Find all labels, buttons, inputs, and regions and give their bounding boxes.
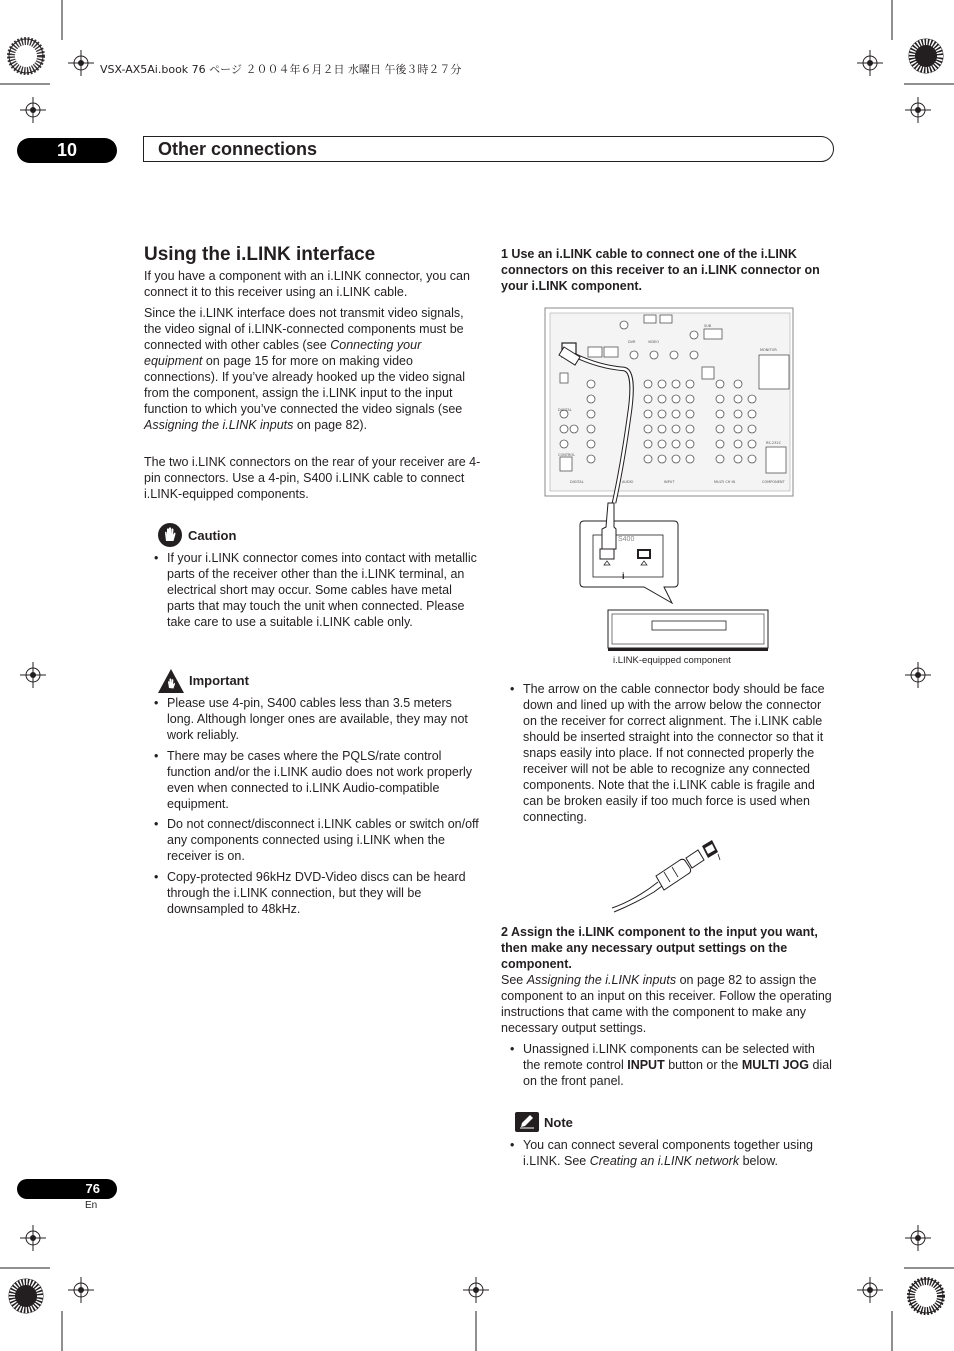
caution-bullet: • If your i.LINK connector comes into contact with metallic parts of the receiver other than the i.LINK terminal, an electrical short may occur. Some cables have metal parts that may touch the unit when connected. Please take care to use a suitable i.LINK cable only. — [154, 551, 477, 629]
svg-text:i: i — [622, 571, 625, 581]
cable-plug-detail-illustration — [610, 838, 722, 914]
svg-text:MULTI CH IN: MULTI CH IN — [714, 480, 736, 484]
svg-text:INPUT: INPUT — [664, 480, 675, 484]
note-pencil-icon — [515, 1112, 539, 1132]
svg-text:COMPONENT: COMPONENT — [762, 480, 785, 484]
step-2-body: See Assigning the i.LINK inputs on page 82 to assign the component to an input on this receiver. Follow the operating instructions that came with the component to make any necessary output settings. — [501, 973, 832, 1035]
svg-text:SUB: SUB — [704, 324, 712, 328]
ilink-component-box — [608, 610, 768, 651]
important-bullet: • Copy-protected 96kHz DVD-Video discs can be heard through the i.LINK connection, but they will be downsampled to 48kHz. — [154, 870, 466, 916]
ilink-connection-diagram — [544, 307, 796, 667]
caution-hand-icon — [157, 522, 183, 548]
svg-text:RS-232C: RS-232C — [766, 441, 782, 445]
corner-target-br — [909, 1279, 943, 1313]
svg-text:DVR: DVR — [628, 340, 636, 344]
connector-paragraph: The two i.LINK connectors on the rear of your receiver are 4-pin connectors. Use a 4-pin, S400 i.LINK cable to connect i.LINK-equipped components. — [144, 455, 481, 501]
note-bullet: • You can connect several components together using i.LINK. See Creating an i.LINK network below. — [510, 1138, 814, 1168]
chapter-title: Other connections — [158, 139, 318, 159]
svg-text:DIGITAL: DIGITAL — [558, 408, 572, 412]
intro-paragraph: If you have a component with an i.LINK connector, you can connect it to this receiver using an i.LINK cable. — [144, 269, 470, 299]
svg-text:AUDIO: AUDIO — [622, 480, 634, 484]
page-number: 76 — [17, 1179, 117, 1199]
video-signal-paragraph: Since the i.LINK interface does not transmit video signals, the video signal of i.LINK-connected components must be connected with other cables (see Connecting your equipment on page 15 for more on making video connections). If you’ve already hooked up the video signal from the component, assign the i.LINK input to the input function to which you’ve connected the video signals (see Assigning the i.LINK inputs on page 82). — [144, 306, 466, 432]
corner-target-bl — [9, 1279, 43, 1313]
svg-text:DIGITAL: DIGITAL — [570, 480, 584, 484]
caution-heading: Caution — [188, 528, 237, 543]
svg-text:MONITOR: MONITOR — [760, 348, 777, 352]
important-bullet: • Do not connect/disconnect i.LINK cables or switch on/off any components connected using i.LINK when the receiver is on. — [154, 817, 479, 863]
corner-target-tr — [909, 39, 943, 73]
receiver-rear-panel — [545, 308, 793, 496]
s400-label: S400 — [618, 536, 635, 543]
arrow-alignment-bullet: • The arrow on the cable connector body should be face down and lined up with the arrow below the connector on the receiver for correct alignment. The i.LINK cable should be inserted straight into the connector so that it snaps easily into place. If not connected properly the receiver will not be able to recognize any connected components. Note that the i.LINK cable is fragile and can be broken easily if too much force is used when connecting. — [510, 682, 825, 824]
svg-text:VIDEO: VIDEO — [648, 340, 660, 344]
chapter-number: 10 — [17, 138, 117, 163]
note-heading: Note — [544, 1115, 573, 1130]
file-header: VSX-AX5Ai.book 76 ページ ２００４年６月２日 水曜日 午後３時２７分 — [100, 63, 462, 76]
important-heading: Important — [189, 673, 249, 688]
corner-target-tl — [9, 39, 43, 73]
svg-text:CONTROL: CONTROL — [558, 453, 576, 457]
unassigned-components-bullet: • Unassigned i.LINK components can be selected with the remote control INPUT button or the MULTI JOG dial on the front panel. — [510, 1042, 832, 1088]
language-label: En — [85, 1200, 98, 1211]
section-title: Using the i.LINK interface — [144, 244, 376, 265]
important-bullet: • There may be cases where the PQLS/rate control function and/or the i.LINK audio does not work properly even when connected to i.LINK Audio-compatible equipment. — [154, 749, 473, 811]
step-1: 1 Use an i.LINK cable to connect one of the i.LINK connectors on this receiver to an i.LINK connector on your i.LINK component. — [501, 247, 820, 293]
important-warning-icon — [157, 668, 185, 694]
step-2: 2 Assign the i.LINK component to the input you want, then make any necessary output settings on the component. — [501, 925, 818, 971]
important-bullet: • Please use 4-pin, S400 cables less than 3.5 meters long. Although longer ones are available, they may not work reliably. — [154, 696, 468, 742]
figure-caption: i.LINK-equipped component — [613, 655, 731, 666]
